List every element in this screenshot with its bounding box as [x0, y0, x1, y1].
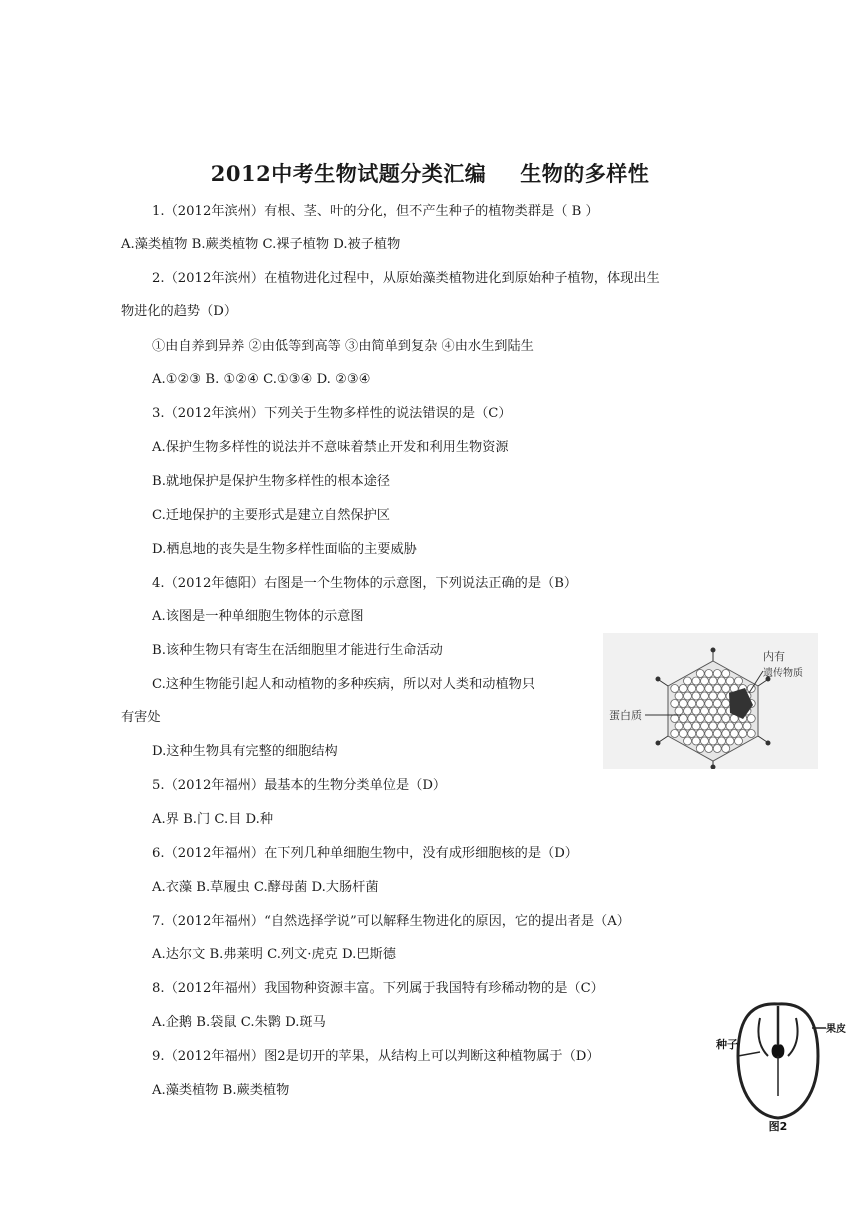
capsomere — [735, 722, 743, 730]
capsomere — [671, 730, 679, 738]
capsomere — [735, 677, 743, 685]
capsomere — [709, 677, 717, 685]
capsomere — [722, 730, 730, 738]
capsomere — [722, 715, 730, 723]
capsomere — [701, 677, 709, 685]
capsomere — [705, 670, 713, 678]
capsomere — [705, 700, 713, 708]
capsomere — [726, 677, 734, 685]
question-1: 1.（2012年滨州）有根、茎、叶的分化，但不产生种子的植物类群是（ B ） — [152, 204, 599, 219]
question-5: 5.（2012年福州）最基本的生物分类单位是（D） — [152, 778, 447, 793]
apple-figure — [716, 996, 855, 1134]
question-2-continued: 物进化的趋势（D） — [121, 304, 238, 319]
capsomere — [675, 722, 683, 730]
capsomere — [705, 685, 713, 693]
capsomere — [679, 700, 687, 708]
question-8: 8.（2012年福州）我国物种资源丰富。下列属于我国特有珍稀动物的是（C） — [152, 981, 604, 996]
capsomere — [718, 692, 726, 700]
capsomere — [671, 700, 679, 708]
page-title — [0, 158, 860, 188]
capsomere — [722, 700, 730, 708]
capsomere — [675, 692, 683, 700]
capsomere — [692, 707, 700, 715]
capsomere — [718, 722, 726, 730]
label-inner: 内有 — [763, 650, 785, 663]
capsomere — [692, 722, 700, 730]
question-1-options: A.藻类植物 B.蕨类植物 C.裸子植物 D.被子植物 — [121, 237, 401, 252]
capsomere — [679, 715, 687, 723]
capsomere — [684, 677, 692, 685]
capsomere — [675, 707, 683, 715]
capsomere — [692, 737, 700, 745]
capsomere — [747, 730, 755, 738]
virus-figure — [603, 633, 818, 769]
capsomere — [726, 737, 734, 745]
question-7: 7.（2012年福州）“自然选择学说”可以解释生物进化的原因，它的提出者是（A） — [152, 914, 630, 929]
capsomere — [671, 715, 679, 723]
capsomere — [679, 730, 687, 738]
question-6: 6.（2012年福州）在下列几种单细胞生物中，没有成形细胞核的是（D） — [152, 846, 578, 861]
question-4-option-d: D.这种生物具有完整的细胞结构 — [152, 744, 338, 759]
question-7-options: A.达尔文 B.弗莱明 C.列文·虎克 D.巴斯德 — [152, 947, 396, 962]
capsomere — [718, 737, 726, 745]
capsomere — [684, 692, 692, 700]
capsomere — [722, 745, 730, 753]
capsomere — [713, 700, 721, 708]
label-genetic-material: 遗传物质 — [763, 668, 803, 679]
capsomere — [709, 692, 717, 700]
capsomere — [730, 730, 738, 738]
question-3: 3.（2012年滨州）下列关于生物多样性的说法错误的是（C） — [152, 406, 512, 421]
question-2: 2.（2012年滨州）在植物进化过程中，从原始藻类植物进化到原始种子植物，体现出生 — [152, 271, 660, 286]
question-6-options: A.衣藻 B.草履虫 C.酵母菌 D.大肠杆菌 — [152, 880, 379, 895]
label-protein: 蛋白质 — [609, 709, 642, 722]
capsomere — [718, 707, 726, 715]
capsomere — [705, 730, 713, 738]
capsomere — [722, 670, 730, 678]
question-4-option-b: B.该种生物只有寄生在活细胞里才能进行生命活动 — [152, 643, 443, 658]
capsomere — [696, 745, 704, 753]
question-3-option-b: B.就地保护是保护生物多样性的根本途径 — [152, 474, 391, 489]
capsomere — [696, 730, 704, 738]
capsomere — [701, 737, 709, 745]
capsomere — [713, 685, 721, 693]
capsomere — [684, 722, 692, 730]
capsomere — [718, 677, 726, 685]
capsomere — [692, 692, 700, 700]
capsomere — [709, 722, 717, 730]
capsomere — [701, 692, 709, 700]
label-seed: 种子 — [716, 1038, 738, 1051]
label-peel: 果皮 — [826, 1024, 846, 1035]
capsomere — [688, 685, 696, 693]
figure-caption: 图2 — [768, 1120, 788, 1133]
question-4: 4.（2012年德阳）右图是一个生物体的示意图，下列说法正确的是（B） — [152, 576, 578, 591]
capsomere — [713, 715, 721, 723]
capsomere — [688, 730, 696, 738]
question-8-options: A.企鹅 B.袋鼠 C.朱鹮 D.斑马 — [152, 1015, 326, 1030]
question-3-option-a: A.保护生物多样性的说法并不意味着禁止开发和利用生物资源 — [152, 440, 509, 455]
question-4-option-a: A.该图是一种单细胞生物体的示意图 — [152, 609, 364, 624]
capsomere — [705, 745, 713, 753]
title-part1: 2012中考生物试题分类汇编 — [210, 161, 487, 186]
capsomere — [696, 700, 704, 708]
capsomere — [709, 707, 717, 715]
capsomere — [671, 685, 679, 693]
question-4-option-c-continued: 有害处 — [121, 710, 161, 725]
capsomere — [696, 715, 704, 723]
capsomere — [747, 715, 755, 723]
capsomere — [713, 745, 721, 753]
capsomere — [705, 715, 713, 723]
capsomere — [726, 722, 734, 730]
question-5-options: A.界 B.门 C.目 D.种 — [152, 812, 274, 827]
question-9: 9.（2012年福州）图2是切开的苹果，从结构上可以判断这种植物属于（D） — [152, 1049, 600, 1064]
capsomere — [701, 707, 709, 715]
question-2-items: ①由自养到异养 ②由低等到高等 ③由简单到复杂 ④由水生到陆生 — [152, 339, 534, 354]
capsomere — [688, 700, 696, 708]
capsomere — [684, 707, 692, 715]
capsomere — [684, 737, 692, 745]
capsomere — [696, 685, 704, 693]
question-3-option-d: D.栖息地的丧失是生物多样性面临的主要威胁 — [152, 542, 417, 557]
capsomere — [713, 670, 721, 678]
question-4-option-c: C.这种生物能引起人和动植物的多种疾病，所以对人类和动植物只 — [152, 677, 536, 692]
title-part2: 生物的多样性 — [520, 161, 650, 186]
capsomere — [735, 737, 743, 745]
question-2-options: A.①②③ B. ①②④ C.①③④ D. ②③④ — [152, 372, 371, 387]
capsomere — [692, 677, 700, 685]
capsomere — [743, 722, 751, 730]
capsomere — [688, 715, 696, 723]
question-9-options: A.藻类植物 B.蕨类植物 — [152, 1083, 290, 1098]
capsomere — [709, 737, 717, 745]
capsomere — [701, 722, 709, 730]
capsomere — [739, 730, 747, 738]
capsomere — [722, 685, 730, 693]
capsomere — [679, 685, 687, 693]
capsomere — [696, 670, 704, 678]
capsomere — [713, 730, 721, 738]
question-3-option-c: C.迁地保护的主要形式是建立自然保护区 — [152, 508, 390, 523]
